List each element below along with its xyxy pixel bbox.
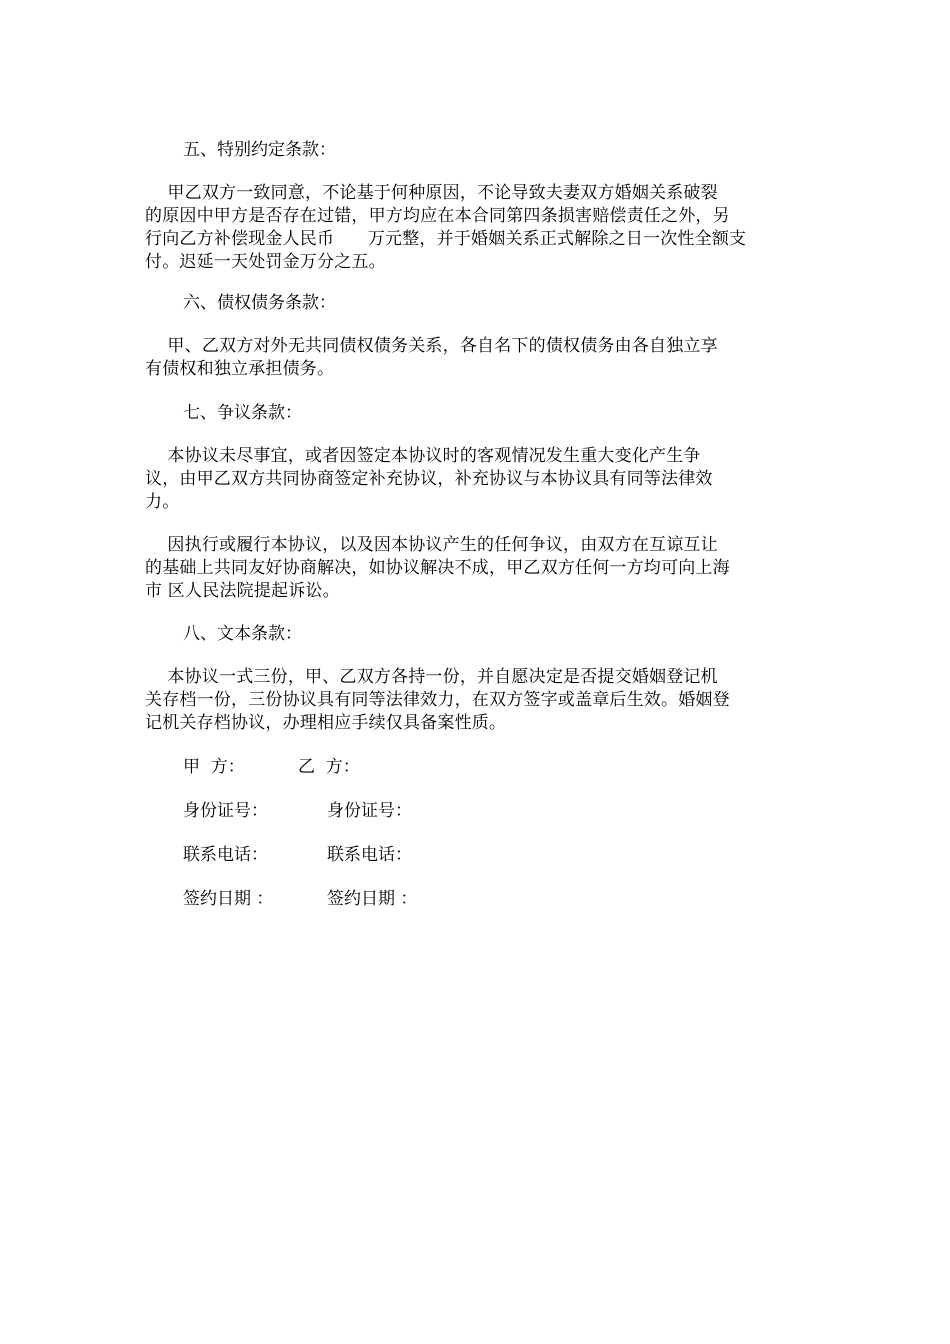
section-eight-paragraph xyxy=(145,666,805,735)
paragraph-line: 关存档一份，三份协议具有同等法律效力，在双方签字或盖章后生效。婚姻登 xyxy=(145,690,730,710)
paragraph-line: 的原因中甲方是否存在过错，甲方均应在本合同第四条损害赔偿责任之外，另 xyxy=(145,206,730,226)
party-b-label: 乙 方： xyxy=(298,757,360,777)
phone-a-label: 联系电话： xyxy=(183,845,268,865)
paragraph-line: 甲乙双方一致同意，不论基于何种原因，不论导致夫妻双方婚姻关系破裂 xyxy=(145,183,718,203)
section-five-heading: 五、特别约定条款： xyxy=(183,140,336,160)
paragraph-line: 因执行或履行本协议，以及因本协议产生的任何争议，由双方在互谅互让 xyxy=(145,535,718,555)
paragraph-line: 议，由甲乙双方共同协商签定补充协议，补充协议与本协议具有同等法律效 xyxy=(145,469,713,489)
id-number-b-label: 身份证号： xyxy=(327,801,412,821)
paragraph-line: 有债权和独立承担债务。 xyxy=(145,359,335,379)
phone-b-label: 联系电话： xyxy=(327,845,412,865)
paragraph-line: 甲、乙双方对外无共同债权债务关系，各自名下的债权债务由各自独立享 xyxy=(145,336,718,356)
section-five-paragraph xyxy=(145,182,805,274)
party-a-label: 甲 方： xyxy=(183,757,245,777)
sign-date-b-label: 签约日期 ： xyxy=(327,889,418,909)
paragraph-line: 力。 xyxy=(145,492,180,512)
id-number-a-label: 身份证号： xyxy=(183,801,268,821)
paragraph-line: 本协议未尽事宜，或者因签定本协议时的客观情况发生重大变化产生争 xyxy=(145,446,701,466)
section-seven-heading: 七、争议条款： xyxy=(183,403,302,423)
sign-date-a-label: 签约日期 ： xyxy=(183,889,274,909)
paragraph-line: 记机关存档协议，办理相应手续仅具备案性质。 xyxy=(145,713,507,733)
section-seven-paragraph-1 xyxy=(145,445,805,514)
section-eight-heading: 八、文本条款： xyxy=(183,624,302,644)
paragraph-line: 行向乙方补偿现金人民币 万元整，并于婚姻关系正式解除之日一次性全额支 xyxy=(145,229,747,249)
paragraph-line: 的基础上共同友好协商解决，如协议解决不成，甲乙双方任何一方均可向上海 xyxy=(145,558,730,578)
paragraph-line: 本协议一式三份，甲、乙双方各持一份，并自愿决定是否提交婚姻登记机 xyxy=(145,667,718,687)
paragraph-line: 市 区人民法院提起诉讼。 xyxy=(145,581,340,601)
section-six-heading: 六、债权债务条款： xyxy=(183,293,336,313)
paragraph-line: 付。迟延一天处罚金万分之五。 xyxy=(145,252,386,272)
section-six-paragraph xyxy=(145,335,805,381)
section-seven-paragraph-2 xyxy=(145,534,805,603)
